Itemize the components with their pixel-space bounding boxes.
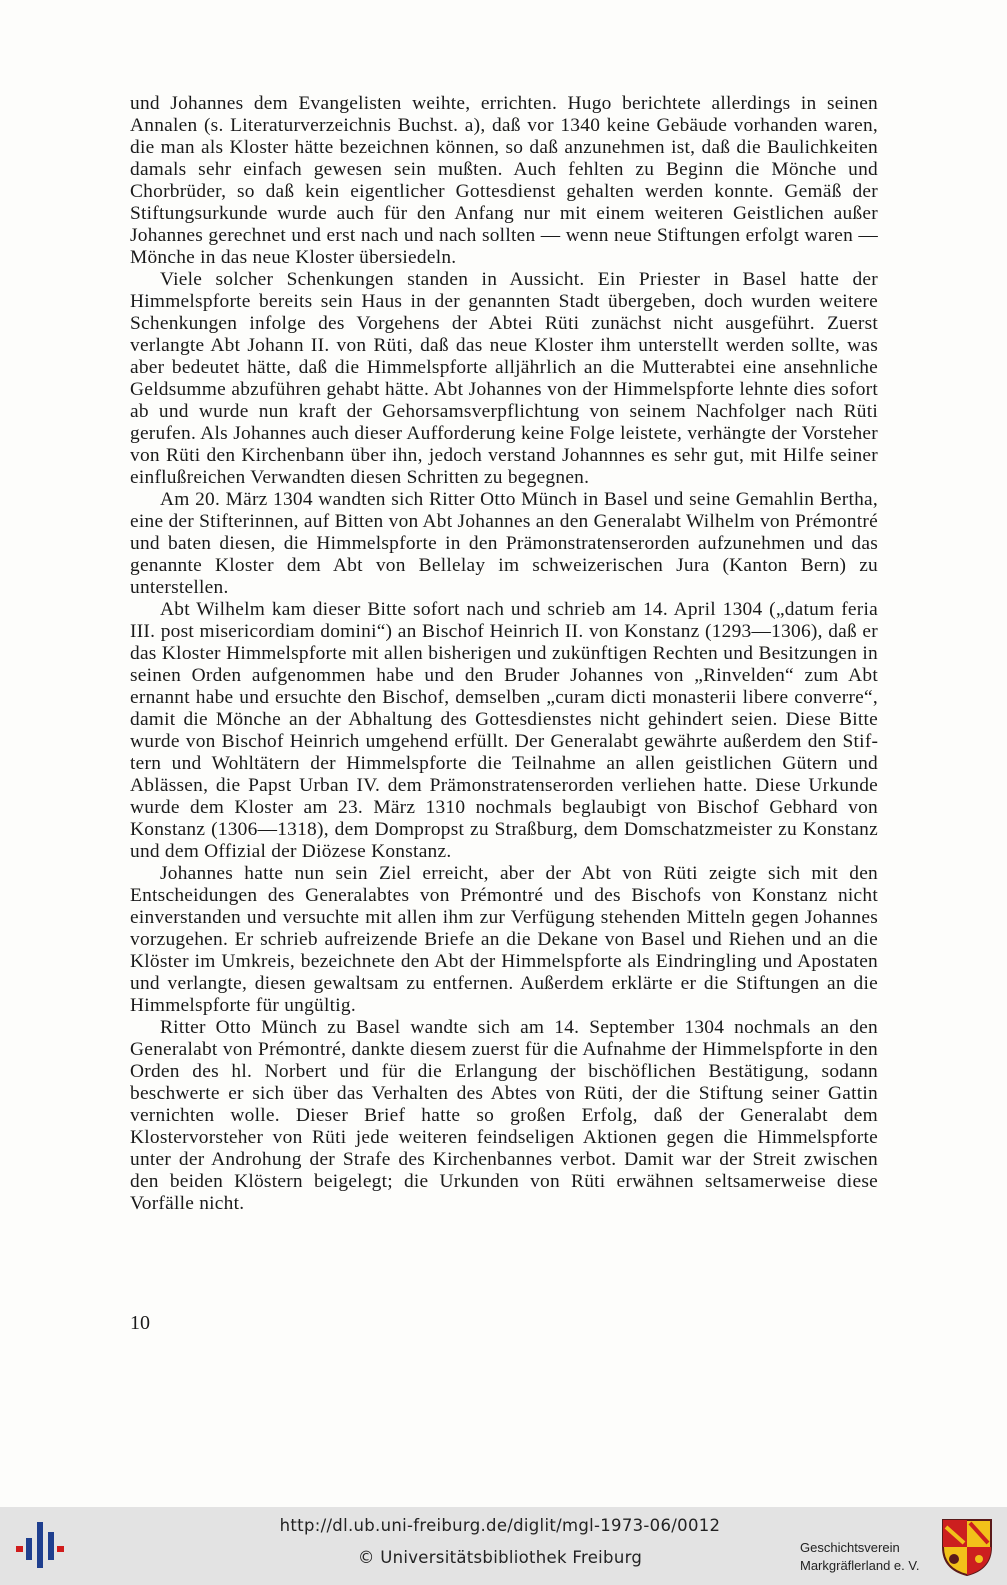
body-text: [130, 93, 878, 1215]
paragraph-6: Ritter Otto Münch zu Basel wandte sich am 14. September 1304 nochmals an den Generalabt von Prémontré, dankte diesem zuerst für die Aufnahme der Himmelspforte in den Orden des hl. Norbert und für die Erlangung der bischöflichen Bestätigung, sodann beschwerte er sich über das Verhalten des Abtes von Rüti, der die Stiftung seiner Gattin vernichten wolle. Dieser Brief hatte so großen Erfolg, daß der Generalabt dem Klostervorsteher von Rüti jede weiteren feindseligen Aktionen gegen die Himmelspforte unter der Androhung der Strafe des Kirchenbannes verbot. Damit war der Streit zwischen den beiden Klöstern beigelegt; die Urkunden von Rüti erwähnen seltsamerweise diese Vorfälle nicht.: [130, 1017, 878, 1214]
coat-of-arms-icon: [940, 1517, 994, 1577]
ub-freiburg-logo-icon[interactable]: [14, 1518, 66, 1574]
paragraph-4: Abt Wilhelm kam dieser Bitte sofort nach und schrieb am 14. April 1304 („datum feria III. post misericordiam domini“) an Bischof Heinrich II. von Konstanz (1293—1306), daß er das Kloster Himmelspforte mit allen bisherigen und zukünftigen Rechten und Besitzungen in seinen Orden aufgenommen habe und den Bruder Johannes von „Rinvelden“ zum Abt ernannt habe und ersuchte den Bischof, demselben „curam dicti monasterii libere converre“, damit die Mönche an der Abhaltung des Gottesdienstes nicht gehindert seien. Diese Bitte wurde von Bischof Heinrich umgehend erfüllt. Der Generalabt gewährte außerdem den Stiftern und Wohltätern der Himmelspforte die Teilnahme an allen geistlichen Gütern und Ablässen, die Papst Urban IV. dem Prämonstratenserorden verliehen hatte. Diese Urkunde wurde dem Kloster am 23. März 1310 nochmals beglaubigt von Bischof Gebhard von Konstanz (1306—1318), dem Dompropst zu Straßburg, dem Domschatzmeister zu Konstanz und dem Offizial der Diözese Konstanz.: [130, 599, 878, 862]
society-name-line1: Geschichtsverein: [800, 1540, 900, 1555]
society-name-line2: Markgräflerland e. V.: [800, 1558, 920, 1573]
paragraph-1: und Johannes dem Evangelisten weihte, errichten. Hugo berichtete allerdings in seinen Annalen (s. Literaturverzeichnis Buchst. a), daß vor 1340 keine Gebäude vorhanden waren, die man als Kloster hätte bezeichnen können, so daß anzunehmen ist, daß die Baulichkeiten damals sehr einfach gewesen sein mußten. Auch fehlten zu Beginn die Mönche und Chorbrüder, so daß kein eigentlicher Gottesdienst gehalten werden konnte. Gemäß der Stiftungsurkunde wurde auch für den Anfang nur mit einem weiteren Geistlichen außer Johannes gerechnet und erst nach und nach sollten — wenn neue Stiftungen erfolgt waren — Mönche in das neue Kloster übersiedeln.: [130, 93, 878, 268]
paragraph-5: Johannes hatte nun sein Ziel erreicht, aber der Abt von Rüti zeigte sich mit den Entscheidungen des Generalabtes von Prémontré und des Bischofs von Konstanz nicht einverstanden und versuchte mit allen ihm zur Verfügung stehenden Mitteln gegen Johannes vorzugehen. Er schrieb aufreizende Briefe an die Dekane von Basel und Riehen und an die Klöster im Umkreis, bezeichnete den Abt der Himmelspforte als Eindringling und Apostaten und verlangte, diesen gewaltsam zu entfernen. Außerdem erklärte er die Stiftungen an die Himmelspforte für ungültig.: [130, 863, 878, 1016]
footer-bar: [0, 1507, 1007, 1585]
footer-copyright: © Universitätsbibliothek Freiburg: [357, 1548, 643, 1567]
footer-url-link[interactable]: http://dl.ub.uni-freiburg.de/diglit/mgl-1973-06/0012: [279, 1516, 721, 1535]
paragraph-3: Am 20. März 1304 wandten sich Ritter Otto Münch in Basel und seine Gemahlin Bertha, eine der Stifterinnen, auf Bitten von Abt Johannes an den Generalabt Wilhelm von Prémontré und baten diesen, die Himmelspforte in den Prämonstratenserorden aufzunehmen und das genannte Kloster dem Abt von Bellelay im schweizerischen Jura (Kanton Bern) zu unterstellen.: [130, 489, 878, 598]
page-number: 10: [130, 1312, 150, 1334]
paragraph-2: Viele solcher Schenkungen standen in Aussicht. Ein Priester in Basel hatte der Himmelspforte bereits sein Haus in der genannten Stadt übergeben, doch wurden weitere Schenkungen infolge des Vorgehens der Abtei Rüti zunächst nicht ausgeführt. Zuerst verlangte Abt Johann II. von Rüti, daß das neue Kloster ihm unterstellt werden sollte, was aber bedeutet hätte, daß die Himmelspforte alljährlich an die Mutterabtei eine ansehnliche Geldsumme abzuführen gehabt hätte. Abt Johannes von der Himmelspforte lehnte dies sofort ab und wurde nun kraft der Gehorsamsverpflichtung von seinem Nachfolger nach Rüti gerufen. Als Johannes auch dieser Aufforderung keine Folge leistete, verhängte der Vorsteher von Rüti den Kirchenbann über ihn, jedoch verstand Johannnes es sehr gut, mit Hilfe seiner einflußreichen Verwandten diesen Schritten zu begegnen.: [130, 269, 878, 488]
